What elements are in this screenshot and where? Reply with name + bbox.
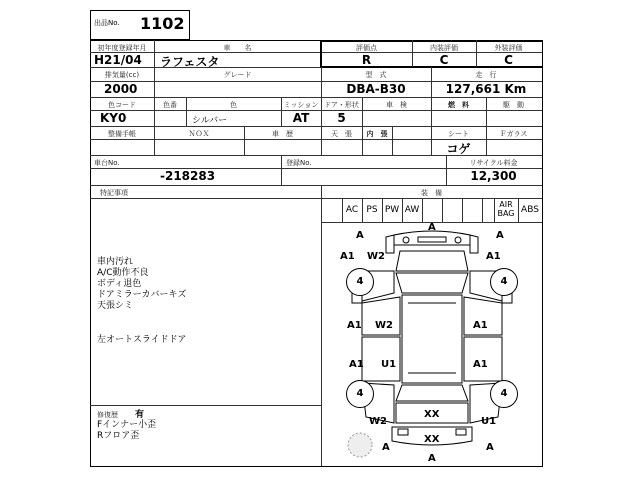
remark-line: A/C動作不良	[97, 268, 149, 278]
tire-rear-left: 4	[346, 380, 374, 408]
repair-note: Fインナー小歪	[97, 420, 157, 430]
label-inspection: 車 検	[386, 101, 407, 109]
label-car-name: 車 名	[223, 44, 252, 52]
value-displacement: 2000	[104, 82, 138, 96]
repair-note: Rフロア歪	[97, 431, 140, 441]
label-interior-score: 内装評価	[430, 44, 458, 52]
label-grade: グレード	[223, 71, 252, 79]
tire-front-right: 4	[490, 268, 518, 296]
equip-airbag: AIR BAG	[497, 200, 515, 218]
label-recycle: リサイクル料金	[469, 159, 518, 167]
label-color-no: 色番	[163, 101, 177, 109]
label-displacement: 排気量(cc)	[104, 71, 140, 79]
lot-number: 1102	[140, 14, 185, 33]
label-chassis: 車台No.	[94, 159, 120, 167]
label-repair: 修復歴	[97, 411, 118, 419]
dmg-fl-door-w: W2	[375, 320, 393, 331]
dmg-rl-quarter: W2	[369, 416, 387, 427]
value-doors: 5	[337, 111, 346, 125]
label-maintenance: 整備手帳	[108, 130, 136, 138]
label-interior: 内 張	[366, 130, 388, 138]
label-history: 車 歴	[272, 130, 293, 138]
dmg-rr-door: A1	[473, 359, 488, 370]
dmg-fr-fender: A1	[486, 251, 501, 262]
value-score: R	[361, 53, 372, 67]
label-reg-no: 登録No.	[286, 159, 312, 167]
equip-abs: ABS	[521, 205, 539, 215]
value-interior-score: C	[439, 53, 449, 67]
dmg-fl-fender: A1	[340, 251, 355, 262]
value-first-reg: H21/04	[94, 53, 142, 67]
label-fglass: Ｆガラス	[499, 130, 528, 138]
label-drive: 駆 動	[503, 101, 524, 109]
label-mileage: 走 行	[475, 71, 497, 79]
dmg-rear-left: A	[382, 442, 390, 453]
dmg-rl-door: A1	[349, 359, 364, 370]
value-repair: 有	[135, 410, 145, 420]
tire-rear-right: 4	[490, 380, 518, 408]
label-roof: 天 張	[331, 130, 352, 138]
label-nox: ＮＯＸ	[188, 130, 210, 138]
equip-ps: PS	[366, 205, 378, 215]
label-fuel: 燃 料	[448, 101, 469, 109]
dmg-front-left: A	[356, 230, 364, 241]
label-color: 色	[230, 101, 237, 109]
value-car-name: ラフェスタ	[160, 55, 220, 69]
dmg-rr-quarter: U1	[481, 416, 497, 427]
dmg-rear-right: A	[486, 442, 494, 453]
dmg-rear-center: A	[428, 453, 436, 464]
tire-front-left: 4	[346, 268, 374, 296]
label-first-reg: 初年度登録年月	[97, 44, 147, 52]
remark-line: 左オートスライドドア	[97, 335, 187, 345]
remark-line: ドアミラーカバーキズ	[97, 290, 187, 300]
value-recycle: 12,300	[470, 169, 517, 183]
label-mission: ミッション	[283, 101, 319, 109]
value-color: シルバー	[192, 116, 228, 126]
label-seat: シート	[448, 130, 469, 138]
dmg-rear-bumper: XX	[424, 434, 440, 445]
dmg-rl-door-u: U1	[381, 359, 397, 370]
remark-line: ボディ退色	[97, 279, 142, 289]
equip-pw: PW	[384, 205, 400, 215]
lot-label: 出品No.	[94, 19, 120, 27]
value-exterior-score: C	[504, 53, 513, 67]
dmg-fl-door: A1	[347, 320, 362, 331]
value-mileage: 127,661 Km	[445, 82, 527, 96]
dmg-front-right: A	[496, 230, 504, 241]
equip-ac: AC	[345, 205, 359, 215]
equip-aw: AW	[404, 205, 420, 215]
remark-line: 天張シミ	[97, 301, 134, 311]
value-seat: コゲ	[446, 142, 471, 156]
label-remarks: 特記事項	[100, 189, 128, 197]
equipment-row	[342, 199, 542, 222]
label-exterior-score: 外装評価	[494, 44, 523, 52]
dmg-rear-gate: XX	[424, 409, 440, 420]
value-chassis: -218283	[160, 169, 216, 183]
remark-line: 車内汚れ	[97, 257, 134, 267]
value-color-code: KY0	[100, 111, 127, 125]
value-model: DBA-B30	[346, 82, 406, 96]
label-model: 型 式	[365, 71, 387, 79]
value-mission: AT	[292, 111, 310, 125]
dmg-fr-door: A1	[473, 320, 488, 331]
label-score: 評価点	[356, 44, 377, 52]
label-doors: ドア・形状	[324, 101, 359, 109]
label-equipment: 装 備	[421, 189, 442, 197]
label-color-code: 色コード	[108, 101, 136, 109]
dmg-hood-w: W2	[367, 251, 385, 262]
dmg-front-center: A	[428, 222, 436, 233]
